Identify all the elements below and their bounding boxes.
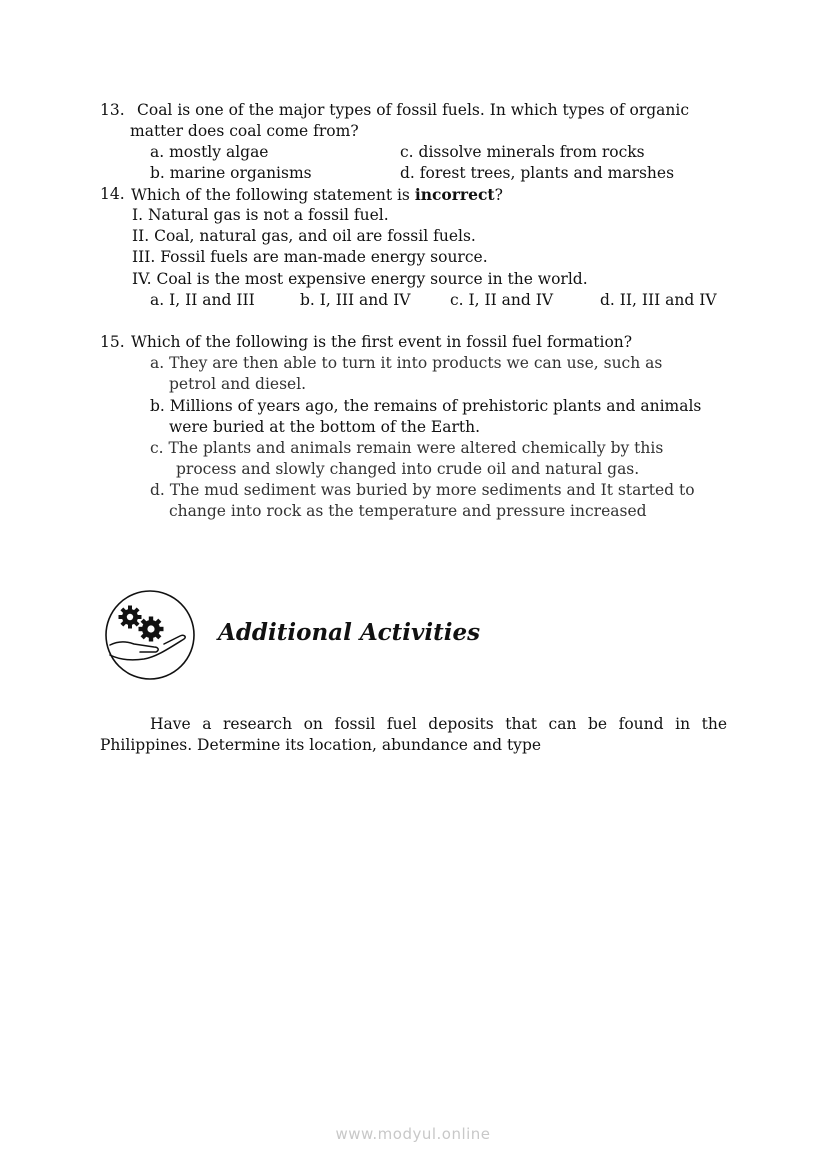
q14-stem — [131, 184, 503, 206]
q14-statement-3: III. Fossil fuels are man-made energy source. — [132, 248, 488, 266]
q15-option-a-line1: a. They are then able to turn it into products we can use, such as — [150, 354, 663, 372]
q15-option-c-line1: c. The plants and animals remain were altered chemically by this — [150, 439, 664, 457]
q15-option-a-line2: petrol and diesel. — [169, 375, 307, 393]
watermark: www.modyul.online — [335, 1125, 491, 1143]
q15-option-c-line2: process and slowly changed into crude oil and natural gas. — [176, 460, 640, 478]
q14-number: 14. — [100, 185, 125, 203]
q14-stem-end: ? — [494, 186, 503, 204]
q14-stem-text: Which of the following statement is — [131, 186, 415, 204]
section-title: Additional Activities — [218, 619, 481, 646]
q15-option-b-line1: b. Millions of years ago, the remains of prehistoric plants and animals — [150, 397, 702, 415]
q14-statement-4: IV. Coal is the most expensive energy source in the world. — [132, 270, 588, 288]
q13-option-b: b. marine organisms — [150, 164, 312, 182]
q14-stem-emphasis: incorrect — [414, 185, 495, 204]
q13-stem-line2: matter does coal come from? — [130, 122, 359, 140]
q13-number: 13. — [100, 101, 125, 119]
gears-hand-icon — [104, 589, 196, 681]
q14-statement-2: II. Coal, natural gas, and oil are fossil fuels. — [132, 227, 476, 245]
q15-number: 15. — [100, 333, 125, 351]
activity-paragraph: Have a research on fossil fuel deposits that can be found in the Philippines. Determine its location, abundance and type — [100, 715, 727, 754]
q13-stem-line1: Coal is one of the major types of fossil fuels. In which types of organic — [137, 101, 690, 119]
q15-option-b-line2: were buried at the bottom of the Earth. — [169, 418, 481, 436]
q14-option-d: d. II, III and IV — [600, 291, 717, 309]
q15-option-d-line1: d. The mud sediment was buried by more sediments and It started to — [150, 481, 695, 499]
q13-option-a: a. mostly algae — [150, 143, 269, 161]
q14-option-c: c. I, II and IV — [450, 291, 554, 309]
q15-stem: Which of the following is the first event in fossil fuel formation? — [131, 333, 633, 351]
q14-option-a: a. I, II and III — [150, 291, 255, 309]
q14-statement-1: I. Natural gas is not a fossil fuel. — [132, 206, 389, 224]
q15-option-d-line2: change into rock as the temperature and pressure increased — [169, 502, 647, 520]
q14-option-b: b. I, III and IV — [300, 291, 411, 309]
q13-option-d: d. forest trees, plants and marshes — [400, 164, 675, 182]
q13-option-c: c. dissolve minerals from rocks — [400, 143, 645, 161]
